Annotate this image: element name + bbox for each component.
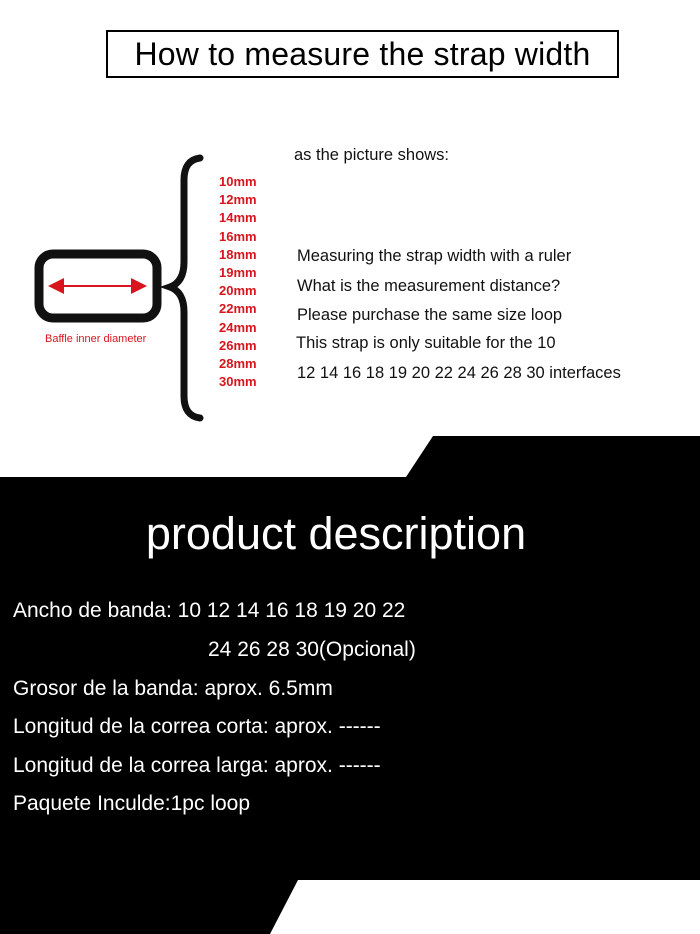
page-title: How to measure the strap width: [134, 35, 591, 72]
instruction-line: 12 14 16 18 19 20 22 24 26 28 30 interfaces: [297, 364, 621, 382]
size-item: 18mm: [219, 246, 257, 262]
description-line: Grosor de la banda: aprox. 6.5mm: [13, 677, 333, 700]
instruction-intro: as the picture shows:: [294, 146, 449, 164]
size-item: 12mm: [219, 192, 257, 208]
instruction-line: Please purchase the same size loop: [297, 306, 563, 324]
size-item: 19mm: [219, 265, 257, 281]
product-description-title: product description: [145, 508, 527, 559]
size-item: 22mm: [219, 301, 257, 317]
size-item: 30mm: [219, 374, 257, 390]
instruction-line: What is the measurement distance?: [297, 277, 561, 295]
baffle-inner-diameter-label: Baffle inner diameter: [45, 333, 147, 345]
size-item: 14mm: [219, 210, 257, 226]
optional-color-heading: Optional color: [24, 890, 216, 925]
description-line: 24 26 28 30(Opcional): [208, 638, 416, 661]
size-item: 26mm: [219, 337, 257, 353]
size-item: 10mm: [219, 174, 257, 189]
description-line: Longitud de la correa larga: aprox. ------: [13, 754, 381, 777]
instruction-line: Measuring the strap width with a ruler: [297, 247, 572, 265]
instruction-line: This strap is only suitable for the 10: [296, 334, 556, 352]
size-item: 16mm: [219, 228, 257, 244]
size-item: 28mm: [219, 356, 257, 372]
description-line: Ancho de banda: 10 12 14 16 18 19 20 22: [13, 599, 406, 622]
size-item: 24mm: [219, 319, 257, 335]
size-item: 20mm: [219, 283, 257, 299]
description-line: Longitud de la correa corta: aprox. ------: [13, 715, 381, 738]
description-line: Paquete Inculde:1pc loop: [13, 792, 251, 815]
